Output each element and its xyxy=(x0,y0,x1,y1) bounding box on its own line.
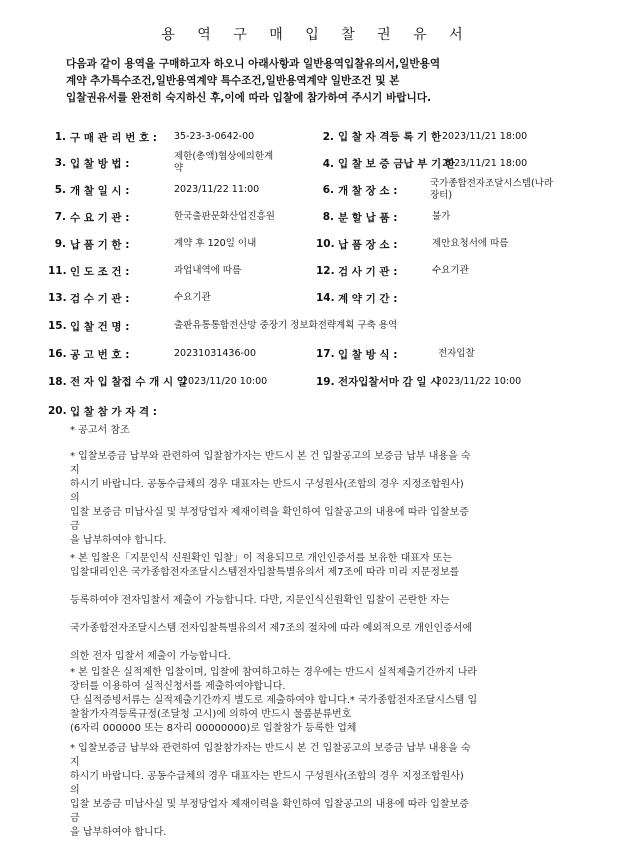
qualification-item xyxy=(70,450,610,548)
qualification-line: 을 납부하여야 합니다. xyxy=(70,827,167,838)
intro-line: 입찰권유서를 완전히 숙지하신 후,이에 따라 입찰에 참가하여 주시기 바랍니다. xyxy=(66,92,432,104)
field-value: 불가 xyxy=(432,211,451,222)
intro-paragraph xyxy=(66,56,586,107)
qualification-line: 입찰대리인은 국가종합전자조달시스템전자입찰특별유의서 제7조에 따라 미리 지문정보를 xyxy=(70,567,460,578)
field-value: 제한(총액)협상에의한계 약 xyxy=(174,151,274,174)
field-value: 2023/11/20 10:00 xyxy=(182,376,268,387)
qualification-line: * 공고서 참조 xyxy=(70,425,130,436)
qualification-line: * 입찰보증금 납부와 관련하여 입찰참가자는 반드시 본 건 입찰공고의 보증금 납부 내용을 숙 xyxy=(70,451,471,462)
qualification-line xyxy=(70,608,610,622)
qualification-line: 금 xyxy=(70,813,80,824)
qualification-line: 찰참가자격등록규정(조달청 고시)에 의하여 반드시 물품분류번호 xyxy=(70,709,352,720)
qualification-line: 입찰 보증금 미납사실 및 부정당업자 제재이력을 확인하여 입찰공고의 내용에 따라 입찰보증 xyxy=(70,799,469,810)
qualification-line: 을 납부하여야 합니다. xyxy=(70,535,167,546)
qualification-line: 지 xyxy=(70,757,80,768)
qualification-line: 의 xyxy=(70,493,80,504)
qualification-line: * 본 입찰은「지문인식 신원확인 입찰」이 적용되므로 개인인증서를 보유한 대표자 또는 xyxy=(70,553,453,564)
qualification-line xyxy=(70,580,610,594)
field-value: 계약 후 120일 이내 xyxy=(174,238,257,249)
qualification-line: * 입찰보증금 납부와 관련하여 입찰참가자는 반드시 본 건 입찰공고의 보증금 납부 내용을 숙 xyxy=(70,743,471,754)
qualification-line xyxy=(70,636,610,650)
field-value: 35-23-3-0642-00 xyxy=(174,131,255,142)
field-value: 전자입찰 xyxy=(438,348,475,359)
field-value: 국가종합전자조달시스템(나라 장터) xyxy=(430,178,554,201)
qualification-line: 금 xyxy=(70,521,80,532)
intro-line: 계약 추가특수조건,일반용역계약 특수조건,일반용역계약 일반조건 및 본 xyxy=(66,75,400,87)
qualification-line: 입찰 보증금 미납사실 및 부정당업자 제재이력을 확인하여 입찰공고의 내용에 따라 입찰보증 xyxy=(70,507,469,518)
qualification-line: 지 xyxy=(70,465,80,476)
qualification-line: 국가종합전자조달시스템 전자입찰특별유의서 제7조의 절차에 따라 예외적으로 개인인증서에 xyxy=(70,623,473,634)
qualification-line: 단 실적증빙서류는 실적제출기간까지 별도로 제출하여야 합니다.* 국가종합전자조달시스템 입 xyxy=(70,695,478,706)
field-value: 수요기관 xyxy=(432,265,469,276)
qualification-line: 등록하여야 전자입찰서 제출이 가능합니다. 다만, 지문인식신원확인 입찰이 곤란한 자는 xyxy=(70,595,450,606)
qualification-item xyxy=(70,666,610,736)
field-value: 2023/11/22 10:00 xyxy=(436,376,522,387)
field-value: 20231031436-00 xyxy=(174,348,257,359)
field-value: 과업내역에 따름 xyxy=(174,265,242,276)
qualification-item xyxy=(70,424,610,438)
field-value: 제안요청서에 따름 xyxy=(432,238,509,249)
qualification-line: 의 xyxy=(70,785,80,796)
qualification-line: (6자리 000000 또는 8자리 00000000)로 입찰참가 등록한 업체 xyxy=(70,723,357,734)
field-value: 한국출판문화산업진흥원 xyxy=(174,211,275,222)
field-value: 출판유통통합전산망 중장기 정보화전략계획 구축 용역 xyxy=(174,320,398,331)
qualification-line: 장터를 이용하여 실적신청서를 제출하여야합니다. xyxy=(70,681,286,692)
qualification-line: * 본 입찰은 실적제한 입찰이며, 입찰에 참여하고하는 경우에는 반드시 실적제출기간까지 나라 xyxy=(70,667,478,678)
field-value: 2023/11/22 11:00 xyxy=(174,184,260,195)
qualification-line: 의한 전자 입찰서 제출이 가능합니다. xyxy=(70,651,231,662)
qualification-item xyxy=(70,552,610,664)
field-value: 2023/11/21 18:00 xyxy=(442,131,528,142)
qualification-item xyxy=(70,742,610,840)
qualification-line: 하시기 바랍니다. 공동수급체의 경우 대표자는 반드시 구성원사(조합의 경우 지정조합원사) xyxy=(70,479,464,490)
qualification-line: 하시기 바랍니다. 공동수급체의 경우 대표자는 반드시 구성원사(조합의 경우 지정조합원사) xyxy=(70,771,464,782)
document-title: 용 역 구 매 입 찰 권 유 서 xyxy=(161,27,472,43)
field-value: 2023/11/21 18:00 xyxy=(442,158,528,169)
intro-line: 다음과 같이 용역을 구매하고자 하오니 아래사항과 일반용역입찰유의서,일반용역 xyxy=(66,58,441,70)
field-value: 수요기관 xyxy=(174,292,211,303)
